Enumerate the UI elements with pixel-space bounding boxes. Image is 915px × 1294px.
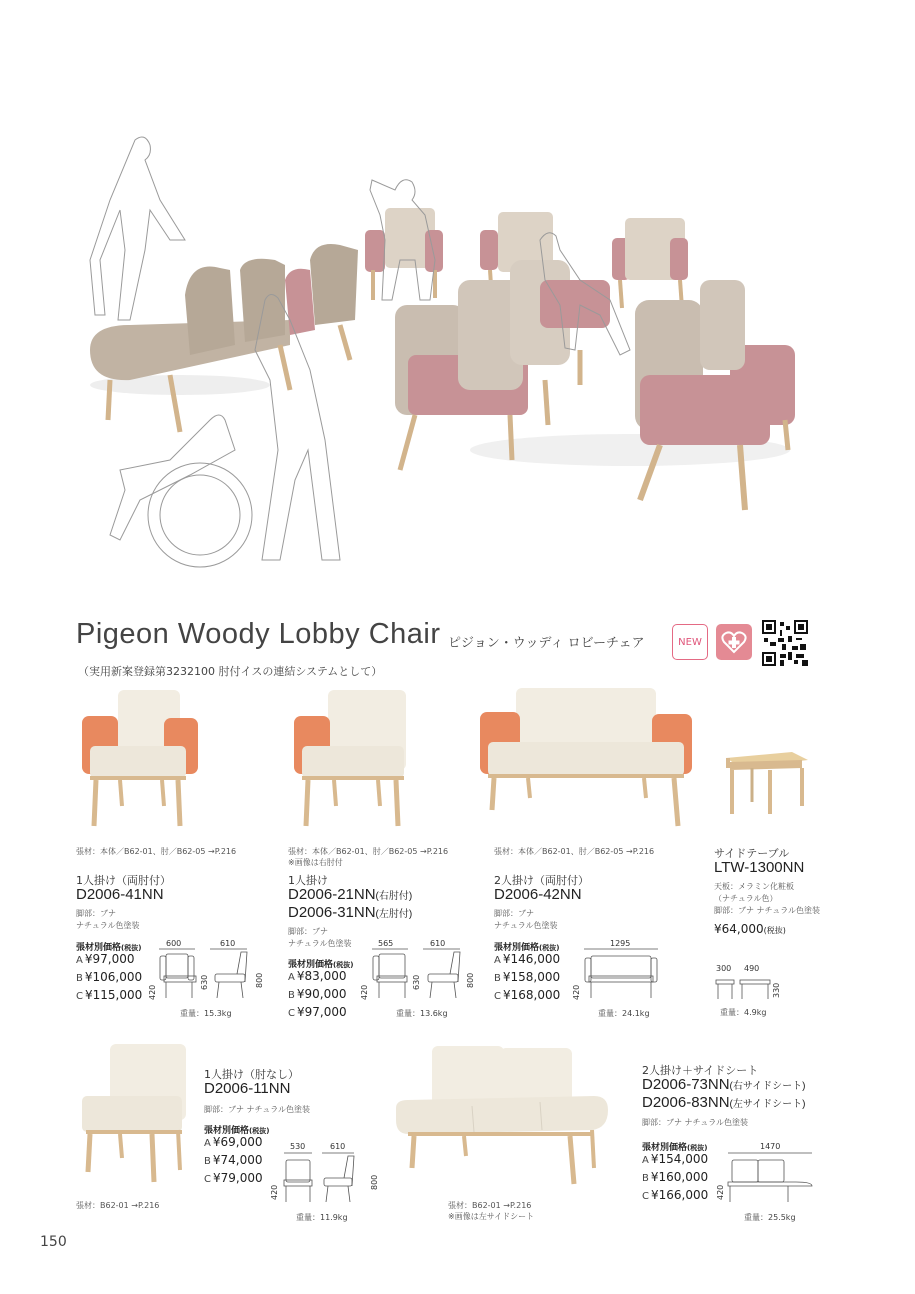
- d2006-73-dimension-drawing: [726, 1152, 816, 1204]
- ltw-1300-leg: 脚部：ブナ ナチュラル色塗装: [714, 906, 821, 915]
- d2006-73-model: D2006-73NN(右サイドシート): [642, 1076, 806, 1093]
- d2006-73-weight: 重量：25.5kg: [744, 1213, 796, 1222]
- d2006-11-weight: 重量：11.9kg: [296, 1213, 348, 1222]
- d2006-21-type: 1人掛け: [288, 874, 328, 887]
- d2006-73-note: ※画像は左サイドシート: [448, 1212, 535, 1221]
- d2006-73-fabric: 張材：B62-01 →P.216: [448, 1201, 532, 1210]
- dim-height: 330: [772, 982, 781, 998]
- dim-height: 800: [466, 972, 475, 988]
- ltw-1300-dimension-drawing: [714, 974, 774, 1000]
- d2006-21-leg: 脚部：ブナ: [288, 927, 328, 936]
- d2006-11-price-header: 張材別価格(税抜): [204, 1126, 270, 1136]
- dim-width: 600: [166, 939, 182, 948]
- d2006-73-price-header: 張材別価格(税抜): [642, 1143, 708, 1153]
- page-number: 150: [40, 1234, 67, 1250]
- d2006-42-price-header: 張材別価格(税抜): [494, 943, 560, 953]
- dim-arm-height: 630: [412, 974, 421, 990]
- d2006-21-fabric: 張材：本体／B62-01、肘／B62-05 →P.216: [288, 847, 449, 856]
- patent-note: （実用新案登録第3232100 肘付イスの連結システムとして）: [78, 665, 383, 678]
- dim-width: 1470: [760, 1142, 781, 1151]
- d2006-21-weight: 重量：13.6kg: [396, 1009, 448, 1018]
- price-row: B ¥74,000: [204, 1153, 263, 1167]
- d2006-41-price-list: [76, 951, 142, 1005]
- product-image-d2006-42: [478, 686, 694, 828]
- d2006-42-leg-finish: ナチュラル色塗装: [494, 921, 558, 930]
- dim-arm-height: 630: [200, 974, 209, 990]
- product-image-ltw-1300: [722, 750, 812, 816]
- d2006-21-price-list: [288, 968, 347, 1022]
- d2006-31-model: D2006-31NN(左肘付): [288, 904, 413, 921]
- d2006-41-type: 1人掛け（両肘付）: [76, 874, 171, 887]
- d2006-42-fabric: 張材：本体／B62-01、肘／B62-05 →P.216: [494, 847, 655, 856]
- page-title: Pigeon Woody Lobby Chair: [76, 618, 441, 650]
- d2006-42-type: 2人掛け（両肘付）: [494, 874, 589, 887]
- product-image-d2006-73: [394, 1044, 610, 1186]
- d2006-21-leg-finish: ナチュラル色塗装: [288, 939, 352, 948]
- price-row: C ¥97,000: [288, 1005, 347, 1019]
- qr-code-icon[interactable]: [762, 620, 808, 666]
- dim-width: 300: [716, 964, 732, 973]
- price-row: B ¥158,000: [494, 970, 561, 984]
- price-row: C ¥166,000: [642, 1188, 709, 1202]
- dim-depth: 610: [330, 1142, 346, 1151]
- d2006-42-dimension-drawing: [582, 948, 662, 1000]
- d2006-21-note: ※画像は右肘付: [288, 858, 343, 867]
- dim-seat-height: 420: [148, 984, 157, 1000]
- d2006-73-type: 2人掛け＋サイドシート: [642, 1064, 759, 1077]
- medical-heart-icon: [716, 624, 752, 660]
- d2006-11-price-list: [204, 1134, 263, 1188]
- dim-seat-height: 420: [716, 1184, 725, 1200]
- d2006-41-leg-finish: ナチュラル色塗装: [76, 921, 140, 930]
- price-row: C ¥79,000: [204, 1171, 263, 1185]
- price-row: C ¥168,000: [494, 988, 561, 1002]
- d2006-73-leg: 脚部：ブナ ナチュラル色塗装: [642, 1118, 749, 1127]
- ltw-1300-weight: 重量：4.9kg: [720, 1008, 767, 1017]
- d2006-11-model: D2006-11NN: [204, 1080, 291, 1097]
- dim-width: 565: [378, 939, 394, 948]
- new-badge: NEW: [672, 624, 708, 660]
- dim-depth: 490: [744, 964, 760, 973]
- d2006-21-price-header: 張材別価格(税抜): [288, 960, 354, 970]
- d2006-42-weight: 重量：24.1kg: [598, 1009, 650, 1018]
- price-row: A ¥69,000: [204, 1135, 263, 1149]
- dim-seat-height: 420: [572, 984, 581, 1000]
- hero-lobby-scene-image: [40, 120, 880, 580]
- price-row: A ¥154,000: [642, 1152, 709, 1166]
- d2006-21-model: D2006-21NN(右肘付): [288, 886, 413, 903]
- price-row: A ¥97,000: [76, 952, 135, 966]
- price-row: B ¥106,000: [76, 970, 143, 984]
- ltw-1300-top: 天板：メラミン化粧板: [714, 882, 794, 891]
- dim-depth: 610: [430, 939, 446, 948]
- d2006-42-leg: 脚部：ブナ: [494, 909, 534, 918]
- ltw-1300-type: サイドテーブル: [714, 847, 790, 860]
- product-image-d2006-41: [80, 688, 200, 828]
- d2006-83-model: D2006-83NN(左サイドシート): [642, 1094, 806, 1111]
- price-row: A ¥83,000: [288, 969, 347, 983]
- dim-height: 800: [370, 1174, 379, 1190]
- dim-width: 530: [290, 1142, 306, 1151]
- price-row: B ¥90,000: [288, 987, 347, 1001]
- d2006-41-model: D2006-41NN: [76, 886, 164, 903]
- dim-depth: 610: [220, 939, 236, 948]
- ltw-1300-price: ¥64,000(税抜): [714, 922, 786, 936]
- d2006-11-type: 1人掛け（肘なし）: [204, 1068, 299, 1081]
- page-title-japanese: ピジョン・ウッディ ロビーチェア: [448, 636, 645, 651]
- price-row: C ¥115,000: [76, 988, 143, 1002]
- d2006-41-fabric: 張材：本体／B62-01、肘／B62-05 →P.216: [76, 847, 237, 856]
- price-row: A ¥146,000: [494, 952, 561, 966]
- product-image-d2006-11: [80, 1042, 190, 1184]
- d2006-41-weight: 重量：15.3kg: [180, 1009, 232, 1018]
- d2006-41-leg: 脚部：ブナ: [76, 909, 116, 918]
- dim-width: 1295: [610, 939, 631, 948]
- dim-seat-height: 420: [360, 984, 369, 1000]
- ltw-1300-model: LTW-1300NN: [714, 859, 805, 876]
- dim-height: 800: [255, 972, 264, 988]
- d2006-41-price-header: 張材別価格(税抜): [76, 943, 142, 953]
- dim-seat-height: 420: [270, 1184, 279, 1200]
- price-row: B ¥160,000: [642, 1170, 709, 1184]
- d2006-11-dimension-drawing: [282, 1152, 372, 1204]
- d2006-42-price-list: [494, 951, 560, 1005]
- d2006-11-fabric: 張材：B62-01 →P.216: [76, 1201, 160, 1210]
- ltw-1300-top-color: （ナチュラル色）: [714, 894, 778, 903]
- d2006-11-leg: 脚部：ブナ ナチュラル色塗装: [204, 1105, 311, 1114]
- d2006-73-price-list: [642, 1151, 708, 1205]
- product-image-d2006-21: [292, 688, 410, 828]
- d2006-42-model: D2006-42NN: [494, 886, 582, 903]
